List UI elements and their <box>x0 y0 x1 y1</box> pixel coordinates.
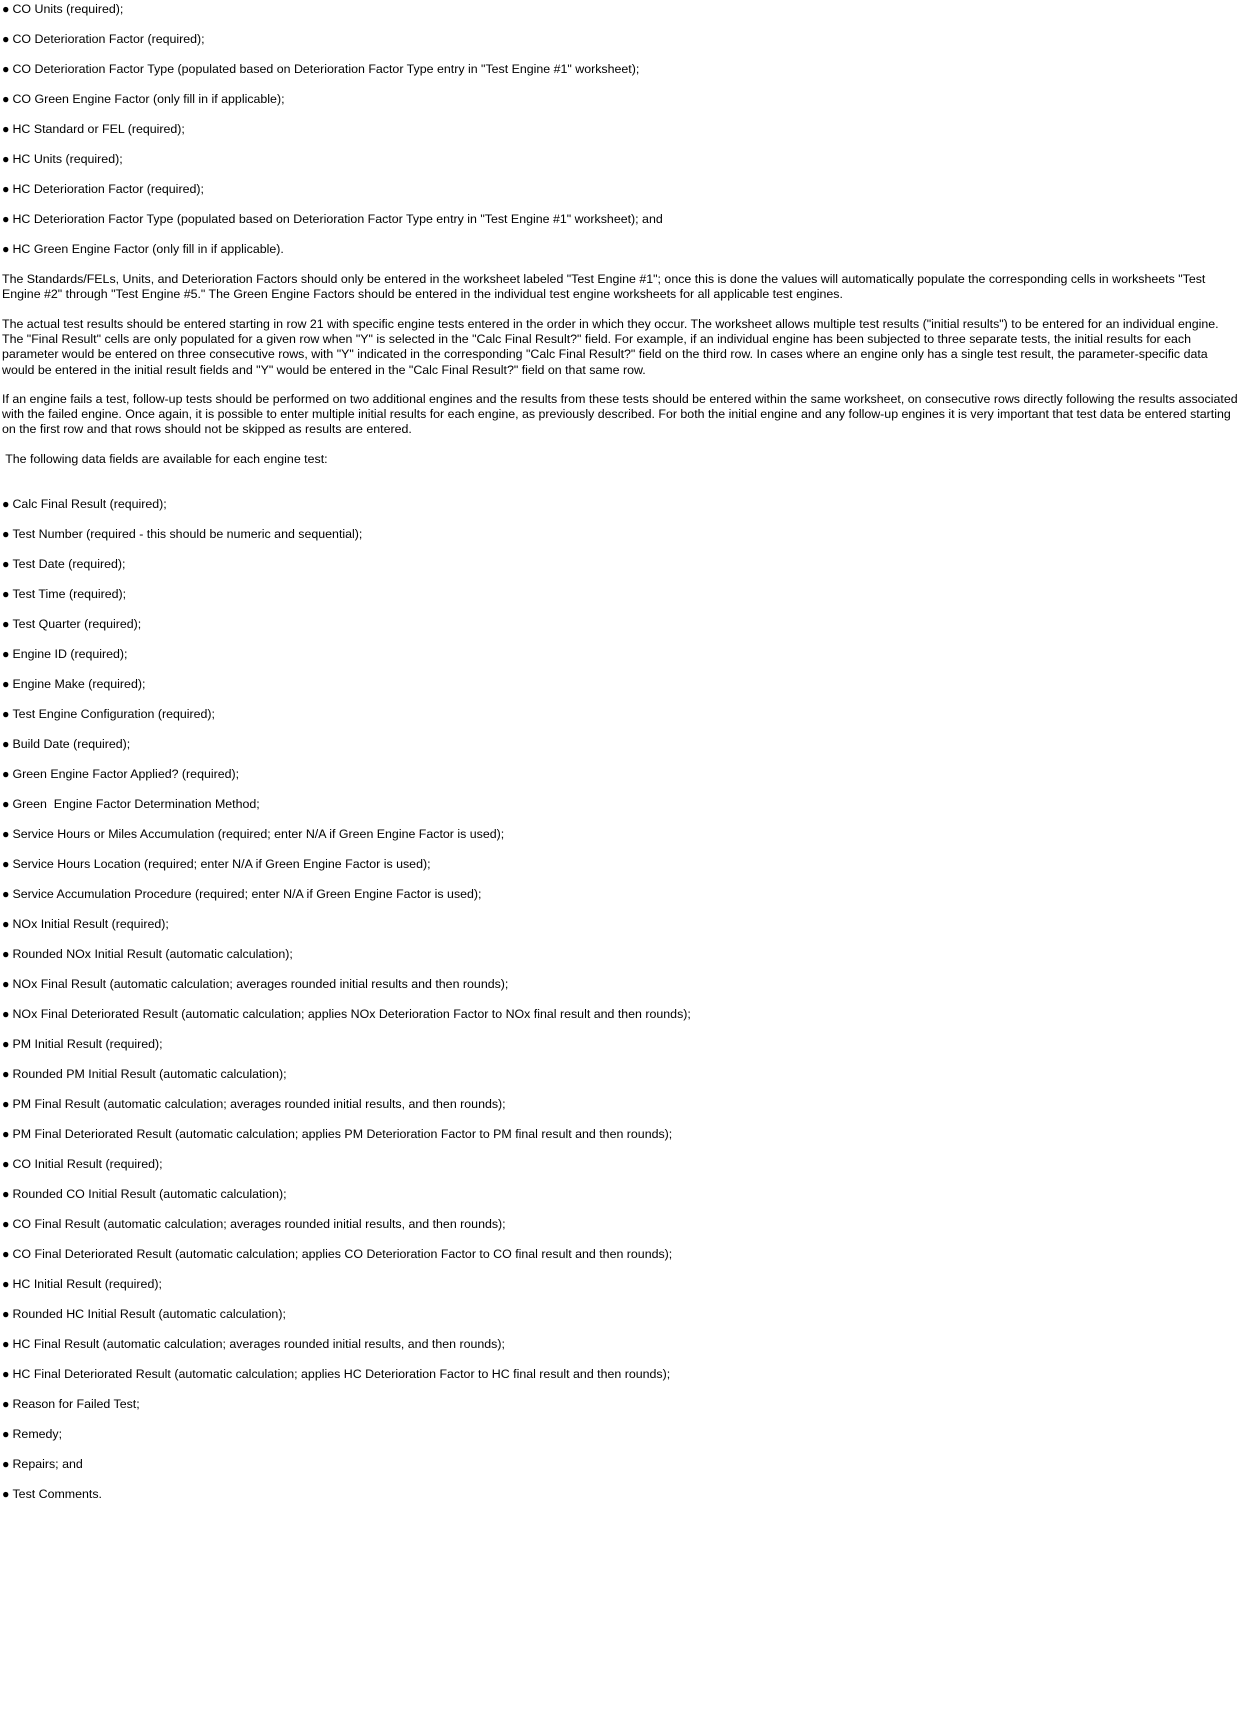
list-item-text: CO Deterioration Factor (required); <box>12 32 205 46</box>
bullet-icon: ● <box>2 1277 10 1291</box>
list-item-text: Test Quarter (required); <box>12 617 142 631</box>
bullet-icon: ● <box>2 497 10 511</box>
bullet-icon: ● <box>2 737 10 751</box>
list-item <box>2 1247 672 1262</box>
list-item <box>2 527 362 542</box>
bullet-icon: ● <box>2 1307 10 1321</box>
bullet-icon: ● <box>2 2 10 16</box>
bullet-icon: ● <box>2 1097 10 1111</box>
list-item-text: HC Deterioration Factor Type (populated based on Deterioration Factor Type entry in "Test Engine #1" worksheet); and <box>12 212 663 226</box>
bullet-icon: ● <box>2 242 10 256</box>
list-item-text: Calc Final Result (required); <box>12 497 167 511</box>
list-item-text: NOx Final Deteriorated Result (automatic calculation; applies NOx Deterioration Factor to NOx final result and then rounds); <box>12 1007 691 1021</box>
list-item-text: Build Date (required); <box>12 737 131 751</box>
list-item-text: CO Final Result (automatic calculation; averages rounded initial results, and then rounds); <box>12 1217 506 1231</box>
bullet-icon: ● <box>2 1217 10 1231</box>
bullet-icon: ● <box>2 917 10 931</box>
bullet-icon: ● <box>2 587 10 601</box>
list-item <box>2 1367 670 1382</box>
list-item <box>2 767 239 782</box>
list-item-text: HC Standard or FEL (required); <box>12 122 185 136</box>
list-item-text: Service Hours Location (required; enter N/A if Green Engine Factor is used); <box>12 857 431 871</box>
list-item <box>2 677 145 692</box>
list-item-text: HC Initial Result (required); <box>12 1277 162 1291</box>
list-item-text: PM Final Deteriorated Result (automatic calculation; applies PM Deterioration Factor to PM final result and then rounds); <box>12 1127 673 1141</box>
bullet-icon: ● <box>2 947 10 961</box>
list-item <box>2 1457 83 1472</box>
list-item-text: Repairs; and <box>12 1457 83 1471</box>
bullet-icon: ● <box>2 1157 10 1171</box>
list-item <box>2 1067 287 1082</box>
list-item-text: Service Accumulation Procedure (required; enter N/A if Green Engine Factor is used); <box>12 887 482 901</box>
bullet-icon: ● <box>2 797 10 811</box>
paragraph-standards: The Standards/FELs, Units, and Deterioration Factors should only be entered in the worksheet labeled "Test Engine #1"; once this is done the values will automatically populate the corresponding cells in worksheets "Test Engine #2" through "Test Engine #5." The Green Engine Factors should be entered in the individual test engine worksheets for all applicable test engines. <box>2 272 1206 302</box>
bullet-icon: ● <box>2 212 10 226</box>
fields-intro: The following data fields are available for each engine test: <box>2 452 328 466</box>
list-item <box>2 587 126 602</box>
list-item-text: HC Green Engine Factor (only fill in if applicable). <box>12 242 284 256</box>
bullet-icon: ● <box>2 527 10 541</box>
bullet-icon: ● <box>2 1037 10 1051</box>
bullet-icon: ● <box>2 1187 10 1201</box>
paragraph-failed-test: If an engine fails a test, follow-up tests should be performed on two additional engines and the results from these tests should be entered within the same worksheet, on consecutive rows directly following the results associated with the failed engine. Once again, it is possible to enter multiple initial results for each engine, as previously described. For both the initial engine and any follow-up engines it is very important that test data be entered starting on the first row and that rows should not be skipped as results are entered. <box>2 392 1238 437</box>
list-item <box>2 1307 286 1322</box>
list-item <box>2 857 431 872</box>
list-item <box>2 1487 102 1502</box>
bullet-icon: ● <box>2 767 10 781</box>
list-item-text: Green Engine Factor Applied? (required); <box>12 767 240 781</box>
bullet-icon: ● <box>2 647 10 661</box>
list-item-text: PM Final Result (automatic calculation; averages rounded initial results, and then rounds); <box>12 1097 506 1111</box>
list-item-text: Test Number (required - this should be numeric and sequential); <box>12 527 363 541</box>
bullet-icon: ● <box>2 1487 10 1501</box>
bullet-icon: ● <box>2 617 10 631</box>
list-item-text: Rounded PM Initial Result (automatic calculation); <box>12 1067 287 1081</box>
bullet-icon: ● <box>2 1367 10 1381</box>
list-item <box>2 1097 506 1112</box>
list-item <box>2 1037 163 1052</box>
bullet-icon: ● <box>2 1007 10 1021</box>
list-item <box>2 887 482 902</box>
list-item <box>2 1337 505 1352</box>
bullet-icon: ● <box>2 1337 10 1351</box>
list-item <box>2 2 123 17</box>
bullet-icon: ● <box>2 1247 10 1261</box>
list-item-text: Test Engine Configuration (required); <box>12 707 215 721</box>
list-item <box>2 92 285 107</box>
list-item-text: NOx Initial Result (required); <box>12 917 169 931</box>
list-item-text: Reason for Failed Test; <box>12 1397 140 1411</box>
list-item <box>2 32 205 47</box>
list-item-text: Engine ID (required); <box>12 647 128 661</box>
list-item <box>2 827 504 842</box>
list-item <box>2 1277 162 1292</box>
list-item-text: Rounded NOx Initial Result (automatic calculation); <box>12 947 293 961</box>
bullet-icon: ● <box>2 557 10 571</box>
list-item <box>2 947 293 962</box>
list-item <box>2 707 215 722</box>
bullet-icon: ● <box>2 1067 10 1081</box>
list-item <box>2 617 141 632</box>
list-item-text: Rounded CO Initial Result (automatic calculation); <box>12 1187 287 1201</box>
list-item-text: CO Deterioration Factor Type (populated based on Deterioration Factor Type entry in "Test Engine #1" worksheet); <box>12 62 640 76</box>
list-item-text: PM Initial Result (required); <box>12 1037 163 1051</box>
list-item-text: Green Engine Factor Determination Method; <box>12 797 260 811</box>
list-item-text: HC Final Deteriorated Result (automatic calculation; applies HC Deterioration Factor to HC final result and then rounds); <box>12 1367 671 1381</box>
list-item-text: CO Final Deteriorated Result (automatic calculation; applies CO Deterioration Factor to CO final result and then rounds); <box>12 1247 673 1261</box>
list-item-text: Service Hours or Miles Accumulation (required; enter N/A if Green Engine Factor is used); <box>12 827 505 841</box>
list-item-text: Test Time (required); <box>12 587 127 601</box>
bullet-icon: ● <box>2 857 10 871</box>
paragraph-test-results: The actual test results should be entered starting in row 21 with specific engine tests entered in the order in which they occur. The worksheet allows multiple test results ("initial results") to be entered for an individual engine. The "Final Result" cells are only populated for a given row when "Y" is selected in the "Calc Final Result?" field. For example, if an individual engine has been subjected to three separate tests, the initial results for each parameter would be entered on three consecutive rows, with "Y" indicated in the corresponding "Calc Final Result?" field on the third row. In cases where an engine only has a single test result, the parameter-specific data would be entered in the initial result fields and "Y" would be entered in the "Calc Final Result?" field on that same row. <box>2 317 1219 377</box>
bullet-icon: ● <box>2 1427 10 1441</box>
bullet-icon: ● <box>2 677 10 691</box>
list-item-text: HC Final Result (automatic calculation; averages rounded initial results, and then rounds); <box>12 1337 505 1351</box>
bullet-icon: ● <box>2 32 10 46</box>
list-item-text: Engine Make (required); <box>12 677 146 691</box>
bullet-icon: ● <box>2 887 10 901</box>
bullet-icon: ● <box>2 122 10 136</box>
list-item-text: CO Green Engine Factor (only fill in if applicable); <box>12 92 285 106</box>
list-item-text: HC Units (required); <box>12 152 123 166</box>
list-item <box>2 797 260 812</box>
list-item <box>2 1397 140 1412</box>
bullet-icon: ● <box>2 707 10 721</box>
list-item <box>2 182 204 197</box>
bullet-icon: ● <box>2 977 10 991</box>
list-item <box>2 647 128 662</box>
list-item-text: Test Date (required); <box>12 557 126 571</box>
list-item <box>2 977 508 992</box>
list-item-text: Rounded HC Initial Result (automatic calculation); <box>12 1307 286 1321</box>
bullet-icon: ● <box>2 152 10 166</box>
bullet-icon: ● <box>2 92 10 106</box>
list-item-text: CO Initial Result (required); <box>12 1157 163 1171</box>
list-item-text: Test Comments. <box>12 1487 102 1501</box>
list-item <box>2 917 169 932</box>
list-item <box>2 1007 691 1022</box>
bullet-icon: ● <box>2 1457 10 1471</box>
list-item <box>2 152 123 167</box>
list-item <box>2 122 185 137</box>
bullet-icon: ● <box>2 1127 10 1141</box>
list-item <box>2 1427 62 1442</box>
list-item-text: HC Deterioration Factor (required); <box>12 182 204 196</box>
list-item-text: NOx Final Result (automatic calculation; averages rounded initial results and then rounds); <box>12 977 509 991</box>
list-item-text: Remedy; <box>12 1427 63 1441</box>
bullet-icon: ● <box>2 827 10 841</box>
list-item <box>2 1157 163 1172</box>
list-item <box>2 212 663 227</box>
list-item <box>2 1187 287 1202</box>
list-item <box>2 1217 506 1232</box>
list-item <box>2 497 167 512</box>
list-item <box>2 1127 672 1142</box>
bullet-icon: ● <box>2 1397 10 1411</box>
list-item <box>2 242 284 257</box>
list-item <box>2 62 639 77</box>
bullet-icon: ● <box>2 62 10 76</box>
list-item-text: CO Units (required); <box>12 2 124 16</box>
list-item <box>2 557 125 572</box>
bullet-icon: ● <box>2 182 10 196</box>
list-item <box>2 737 130 752</box>
